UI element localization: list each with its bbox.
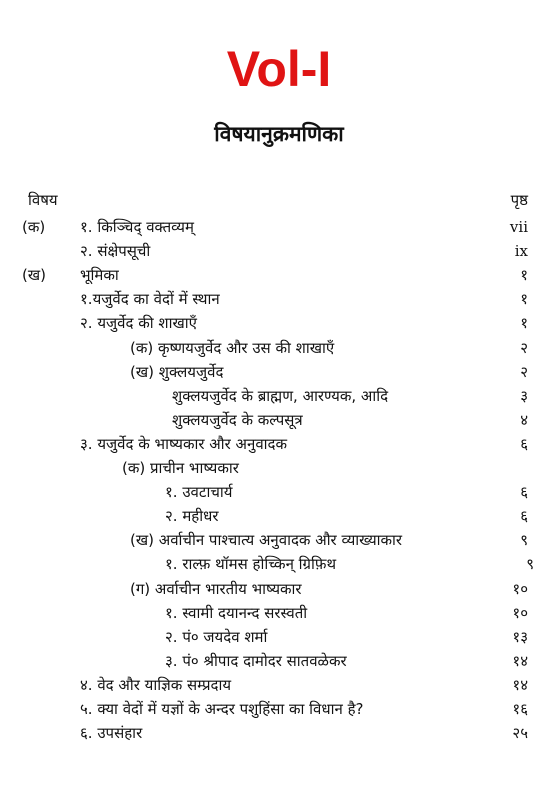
page-number: ९ [520, 531, 528, 550]
toc-entry [0, 311, 558, 335]
entry-title: ४. वेद और याज्ञिक सम्प्रदाय [80, 675, 232, 694]
toc-entry [0, 697, 558, 721]
entry-title: शुक्लयजुर्वेद के कल्पसूत्र [172, 410, 303, 429]
entry-title: १. राल्फ़ थॉमस होच्किन् ग्रिफ़िथ [165, 555, 337, 574]
page-number: १० [512, 603, 528, 622]
toc-entry [0, 721, 558, 745]
toc-entry [0, 263, 558, 287]
entry-title: २. संक्षेपसूची [80, 242, 151, 261]
toc-entry [0, 480, 558, 504]
entry-title: २. महीधर [165, 507, 219, 526]
toc-entry [0, 625, 558, 649]
page-number: १ [520, 266, 528, 285]
page-number: १ [520, 314, 528, 333]
toc-entry [0, 601, 558, 625]
entry-title: ५. क्या वेदों में यज्ञों के अन्दर पशुहिंसा का विधान है? [80, 700, 364, 718]
page-number: २ [520, 362, 528, 381]
volume-label: Vol-I [226, 41, 332, 97]
page-number: १ [520, 290, 528, 309]
entry-title: (क) कृष्णयजुर्वेद और उस की शाखाएँ [130, 338, 335, 357]
toc-entry [0, 504, 558, 528]
page-number: १० [512, 579, 528, 598]
section-marker: (ख) [22, 266, 46, 285]
toc-entry [0, 384, 558, 408]
page-number: २५ [512, 724, 528, 743]
page-number: १४ [512, 675, 528, 694]
section-marker: (क) [22, 218, 46, 236]
page-number: ६ [520, 434, 528, 453]
entry-title: शुक्लयजुर्वेद के ब्राह्मण, आरण्यक, आदि [172, 386, 389, 405]
toc-entry [0, 360, 558, 384]
page-number: ४ [520, 410, 528, 429]
entry-title: ६. उपसंहार [80, 724, 143, 743]
entry-title: २. पं० जयदेव शर्मा [165, 627, 268, 646]
page-number: २ [520, 338, 528, 357]
entry-title: १. किञ्चिद् वक्तव्यम् [80, 218, 194, 236]
page-number: १४ [512, 651, 528, 670]
page-number: ३ [520, 386, 528, 405]
toc-entry [0, 336, 558, 360]
entry-title: २. यजुर्वेद की शाखाएँ [80, 314, 197, 333]
entry-title: १.यजुर्वेद का वेदों में स्थान [80, 290, 220, 309]
entry-title: भूमिका [80, 266, 119, 285]
page-number: १६ [512, 700, 528, 718]
page-column-header: पृष्ठ [510, 191, 528, 209]
contents-title: विषयानुक्रमणिका [214, 122, 344, 146]
toc-entry [0, 552, 558, 576]
toc-entry [0, 673, 558, 697]
entry-title: (ख) अर्वाचीन पाश्चात्य अनुवादक और व्याख्याकार [130, 531, 403, 550]
toc-entry [0, 408, 558, 432]
page-number: ९ [526, 555, 534, 574]
page-number: vii [509, 218, 528, 236]
toc-entry [0, 215, 558, 239]
entry-title: (ग) अर्वाचीन भारतीय भाष्यकार [130, 579, 302, 598]
toc-entry [0, 577, 558, 601]
toc-entry [0, 649, 558, 673]
toc-entry [0, 432, 558, 456]
entry-title: (क) प्राचीन भाष्यकार [122, 459, 239, 477]
toc-entry [0, 456, 558, 480]
toc-entry [0, 239, 558, 263]
entry-title: (ख) शुक्लयजुर्वेद [130, 362, 224, 381]
page-number: ६ [520, 483, 528, 502]
toc-entry [0, 528, 558, 552]
entry-title: १. स्वामी दयानन्द सरस्वती [165, 603, 308, 622]
entry-title: ३. यजुर्वेद के भाष्यकार और अनुवादक [80, 434, 288, 453]
subject-column-header: विषय [28, 191, 58, 209]
toc-entry [0, 287, 558, 311]
page-number: ६ [520, 507, 528, 526]
entry-title: १. उवटाचार्य [165, 483, 233, 502]
entry-title: ३. पं० श्रीपाद दामोदर सातवळेकर [165, 651, 347, 670]
page-number: १३ [512, 627, 528, 646]
page-number: ix [514, 242, 528, 261]
